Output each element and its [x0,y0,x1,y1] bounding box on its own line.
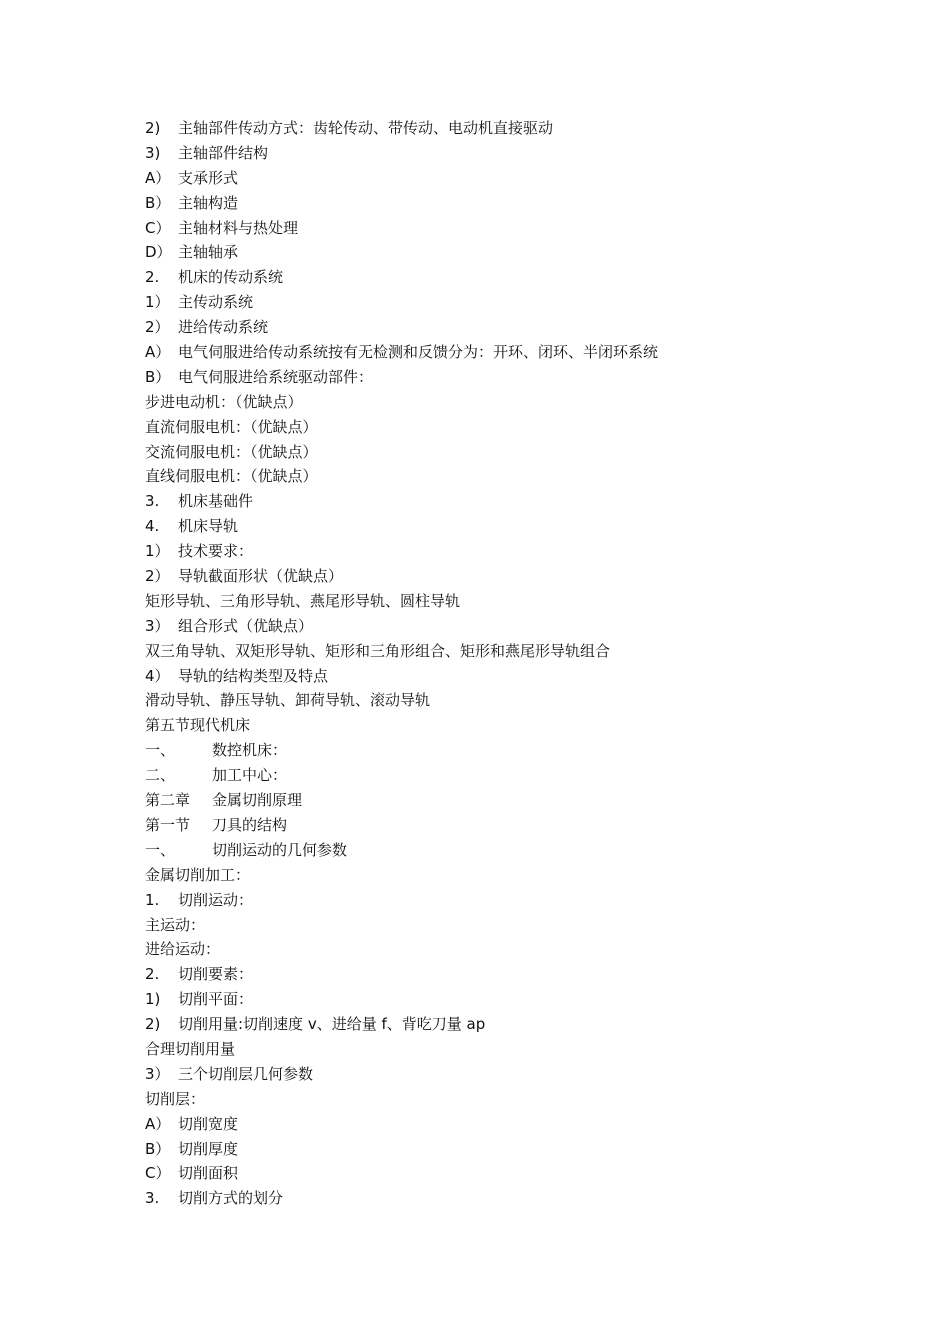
line-text: 机床的传动系统 [178,268,284,287]
text-line [145,738,845,763]
line-text: 导轨的结构类型及特点 [178,666,329,685]
text-line [145,390,845,415]
line-number: 一、 [145,840,176,859]
line-number: B） [145,1139,171,1158]
line-number: 3. [145,492,160,511]
line-text: 双三角导轨、双矩形导轨、矩形和三角形组合、矩形和燕尾形导轨组合 [145,641,611,660]
line-text: 主轴材料与热处理 [178,218,299,237]
line-number: 2） [145,318,170,337]
text-line [145,415,845,440]
line-text: 主传动系统 [178,293,254,312]
line-text: 三个切削层几何参数 [178,1064,314,1083]
line-text: 直线伺服电机：（优缺点） [145,467,318,486]
line-text: 滑动导轨、静压导轨、卸荷导轨、滚动导轨 [145,691,431,710]
line-text: 主轴轴承 [178,243,239,262]
line-text: 机床基础件 [178,492,254,511]
text-line [145,838,845,863]
line-number: 3. [145,1189,160,1208]
line-number: 1） [145,293,170,312]
line-text: 支承形式 [178,168,239,187]
text-line [145,614,845,639]
line-text: 合理切削用量 [145,1039,236,1058]
line-text: 金属切削加工： [145,865,251,884]
line-text: 加工中心： [212,766,288,785]
text-line [145,489,845,514]
text-line [145,240,845,265]
line-text: 主运动： [145,915,206,934]
line-number: 1) [145,990,161,1009]
text-line [145,141,845,166]
line-number: 2) [145,1015,161,1034]
line-number: 1. [145,890,160,909]
line-number: 1） [145,542,170,561]
text-line [145,913,845,938]
line-text: 直流伺服电机：（优缺点） [145,417,318,436]
line-number: A） [145,343,171,362]
text-line [145,639,845,664]
line-text: 切削要素： [178,965,254,984]
text-line [145,166,845,191]
line-text: 机床导轨 [178,517,239,536]
line-text: 第五节现代机床 [145,716,251,735]
line-text: 数控机床： [212,741,288,760]
line-number: B） [145,367,171,386]
line-number: 第一节 [145,815,191,834]
text-line [145,365,845,390]
text-line [145,1087,845,1112]
text-line [145,464,845,489]
line-text: 主轴部件传动方式：齿轮传动、带传动、电动机直接驱动 [178,119,554,137]
text-line [145,937,845,962]
line-number: 3） [145,616,170,635]
text-line [145,1062,845,1087]
line-text: 切削平面： [178,990,254,1009]
line-number: 3） [145,1064,170,1083]
text-line [145,962,845,987]
text-line [145,1161,845,1186]
text-line [145,664,845,689]
line-number: 第二章 [145,791,191,810]
line-text: 切削方式的划分 [178,1189,284,1208]
line-text: 电气伺服进给系统驱动部件： [178,367,374,386]
text-line [145,888,845,913]
line-number: D） [145,243,172,262]
line-number: C） [145,218,171,237]
line-text: 组合形式（优缺点） [178,616,314,635]
text-line [145,265,845,290]
line-text: 切削宽度 [178,1114,239,1133]
line-number: 3) [145,143,161,162]
line-text: 切削层： [145,1089,206,1108]
text-line [145,987,845,1012]
line-number: 2) [145,119,161,137]
text-line [145,1012,845,1037]
line-text: 金属切削原理 [212,791,303,810]
line-number: 2. [145,268,160,287]
text-line [145,216,845,241]
line-number: 二、 [145,766,176,785]
line-number: A） [145,1114,171,1133]
line-text: 切削用量:切削速度 v、进给量 f、背吃刀量 ap [178,1015,486,1034]
line-number: A） [145,168,171,187]
text-line [145,514,845,539]
text-line [145,688,845,713]
text-line [145,589,845,614]
line-text: 进给运动： [145,940,221,959]
line-number: 4） [145,666,170,685]
text-line [145,763,845,788]
line-number: 一、 [145,741,176,760]
text-line [145,788,845,813]
line-text: 切削厚度 [178,1139,239,1158]
line-number: 2） [145,567,170,586]
line-number: C） [145,1164,171,1183]
text-line [145,1037,845,1062]
text-line [145,813,845,838]
text-line [145,1186,845,1211]
text-line [145,191,845,216]
line-text: 技术要求： [178,542,254,561]
line-text: 主轴部件结构 [178,143,269,162]
line-text: 交流伺服电机：（优缺点） [145,442,318,461]
line-number: B） [145,193,171,212]
line-number: 4. [145,517,160,536]
text-line [145,564,845,589]
line-text: 矩形导轨、三角形导轨、燕尾形导轨、圆柱导轨 [145,591,461,610]
text-line [145,863,845,888]
line-text: 刀具的结构 [212,815,288,834]
line-text: 导轨截面形状（优缺点） [178,567,344,586]
text-line [145,713,845,738]
line-number: 2. [145,965,160,984]
text-line [145,116,845,141]
line-text: 步进电动机：（优缺点） [145,392,303,411]
text-line [145,440,845,465]
line-text: 进给传动系统 [178,318,269,337]
line-text: 主轴构造 [178,193,239,212]
text-line [145,315,845,340]
text-line [145,1112,845,1137]
text-line [145,340,845,365]
line-text: 切削运动的几何参数 [212,840,348,859]
document-body [145,116,845,1211]
line-text: 切削运动： [178,890,254,909]
line-text: 切削面积 [178,1164,239,1183]
text-line [145,290,845,315]
text-line [145,1137,845,1162]
text-line [145,539,845,564]
line-text: 电气伺服进给传动系统按有无检测和反馈分为：开环、闭环、半闭环系统 [178,343,659,362]
